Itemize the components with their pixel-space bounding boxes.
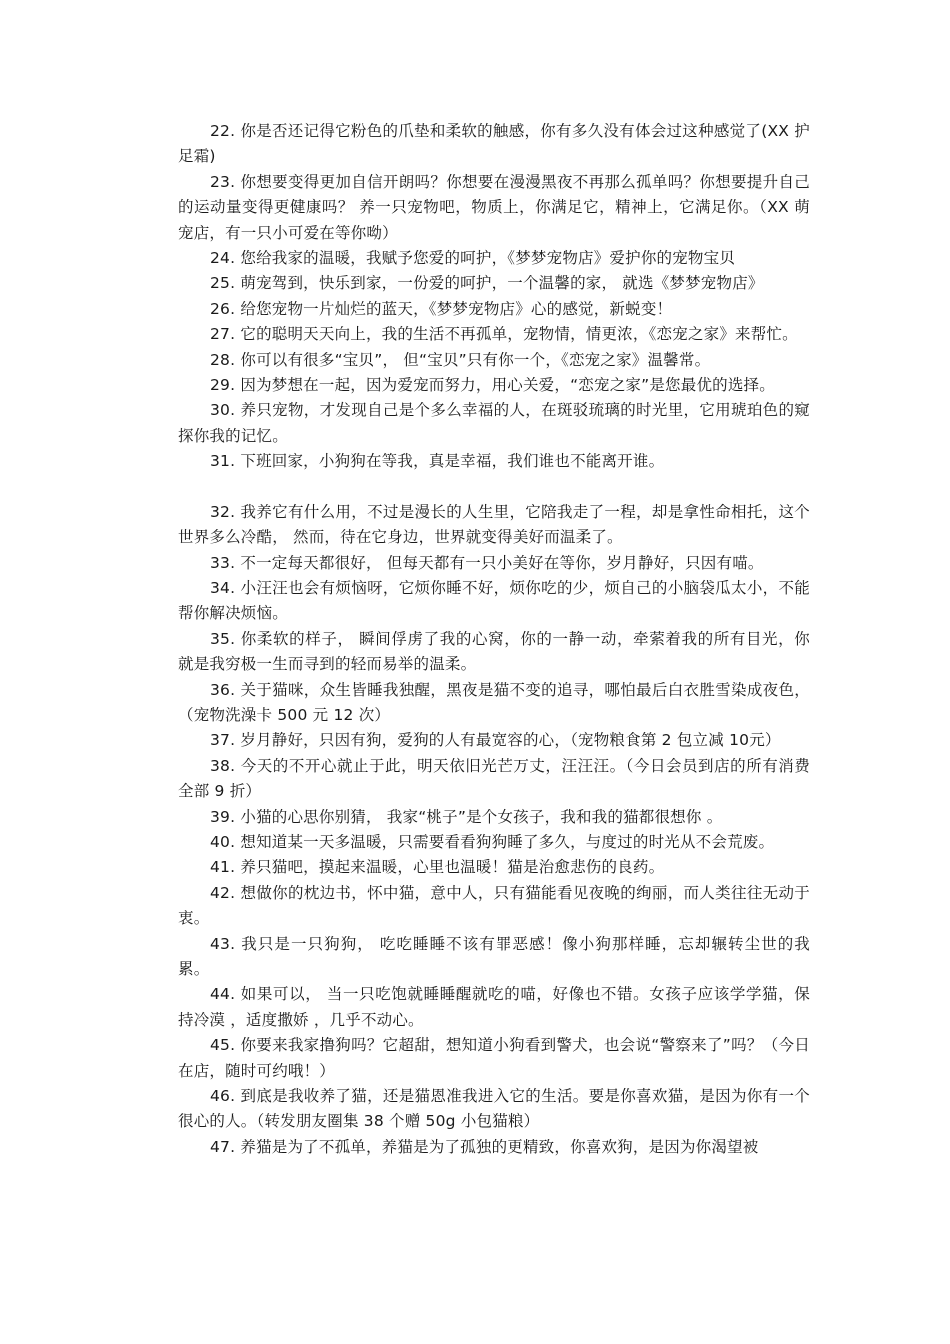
paragraph-24: 24. 您给我家的温暖，我赋予您爱的呵护，《梦梦宠物店》爱护你的宠物宝贝	[210, 249, 736, 268]
paragraph-26: 26. 给您宠物一片灿烂的蓝天，《梦梦宠物店》心的感觉，新蜕变！	[210, 299, 673, 318]
paragraph-37: 37. 岁月静好，只因有狗，爱狗的人有最宽容的心，（宠物粮食第 2 包立减 10元）	[210, 731, 781, 750]
paragraph-spacer	[178, 475, 810, 500]
paragraph-30: 30. 养只宠物，才发现自己是个多么幸福的人，在斑驳琉璃的时光里，它用琥珀色的窥探你我的记忆。	[178, 401, 810, 445]
paragraph-42: 42. 想做你的枕边书，怀中猫，意中人，只有猫能看见夜晚的绚丽，而人类往往无动于衷。	[178, 883, 810, 928]
paragraph-27: 27. 它的聪明天天向上，我的生活不再孤单，宠物情，情更浓，《恋宠之家》来帮忙。	[210, 325, 798, 344]
paragraph-47: 47. 养猫是为了不孤单，养猫是为了孤独的更精致，你喜欢狗，是因为你渴望被	[210, 1137, 759, 1156]
paragraph-33: 33. 不一定每天都很好， 但每天都有一只小美好在等你，岁月静好，只因有喵。	[210, 553, 764, 572]
paragraph-28: 28. 你可以有很多“宝贝”， 但“宝贝”只有你一个，《恋宠之家》温馨常。	[210, 350, 711, 369]
paragraph-38: 38. 今天的不开心就止于此，明天依旧光芒万丈，汪汪汪。（今日会员到店的所有消费全部 9 折）	[178, 756, 810, 801]
paragraph-34: 34. 小汪汪也会有烦恼呀，它烦你睡不好，烦你吃的少，烦自己的小脑袋瓜太小，不能帮你解决烦恼。	[178, 578, 810, 623]
paragraph-45: 45. 你要来我家撸狗吗？它超甜，想知道小狗看到警犬，也会说“警察来了”吗？（今日在店，随时可约哦！）	[178, 1036, 810, 1080]
paragraph-25: 25. 萌宠驾到，快乐到家，一份爱的呵护，一个温馨的家， 就选《梦梦宠物店》	[210, 274, 764, 293]
paragraph-44: 44. 如果可以， 当一只吃饱就睡睡醒就吃的喵，好像也不错。女孩子应该学学猫，保持冷漠 ，适度撒娇 ，几乎不动心。	[178, 985, 810, 1029]
paragraph-41: 41. 养只猫吧，摸起来温暖，心里也温暖！猫是治愈悲伤的良药。	[210, 858, 665, 877]
paragraph-22: 22. 你是否还记得它粉色的爪垫和柔软的触感，你有多久没有体会过这种感觉了(XX 护足霜)	[178, 122, 810, 166]
paragraph-32: 32. 我养它有什么用，不过是漫长的人生里，它陪我走了一程，却是拿性命相托，这个世界多么冷酷， 然而，待在它身边，世界就变得美好而温柔了。	[178, 502, 810, 547]
paragraph-23: 23. 你想要变得更加自信开朗吗？你想要在漫漫黑夜不再那么孤单吗？你想要提升自己的运动量变得更健康吗？ 养一只宠物吧，物质上，你满足它，精神上，它满足你。（XX 萌宠店，有一只小可爱在等你呦）	[178, 172, 810, 242]
document-body	[178, 119, 810, 1160]
paragraph-39: 39. 小猫的心思你别猜， 我家“桃子”是个女孩子，我和我的猫都很想你 。	[210, 807, 723, 826]
paragraph-46: 46. 到底是我收养了猫，还是猫恩准我进入它的生活。要是你喜欢猫，是因为你有一个很心的人。（转发朋友圈集 38 个赠 50g 小包猫粮）	[178, 1087, 810, 1131]
paragraph-40: 40. 想知道某一天多温暖，只需要看看狗狗睡了多久，与度过的时光从不会荒废。	[210, 832, 775, 851]
paragraph-43: 43. 我只是一只狗狗， 吃吃睡睡不该有罪恶感！像小狗那样睡，忘却辗转尘世的我累。	[178, 934, 810, 978]
paragraph-29: 29. 因为梦想在一起，因为爱宠而努力，用心关爱，“恋宠之家”是您最优的选择。	[210, 376, 775, 395]
paragraph-31: 31. 下班回家，小狗狗在等我，真是幸福，我们谁也不能离开谁。	[210, 452, 665, 471]
paragraph-35: 35. 你柔软的样子， 瞬间俘虏了我的心窝，你的一静一动，牵萦着我的所有目光，你就是我穷极一生而寻到的轻而易举的温柔。	[178, 629, 810, 674]
paragraph-36: 36. 关于猫咪，众生皆睡我独醒，黑夜是猫不变的追寻，哪怕最后白衣胜雪染成夜色，（宠物洗澡卡 500 元 12 次）	[178, 680, 810, 724]
